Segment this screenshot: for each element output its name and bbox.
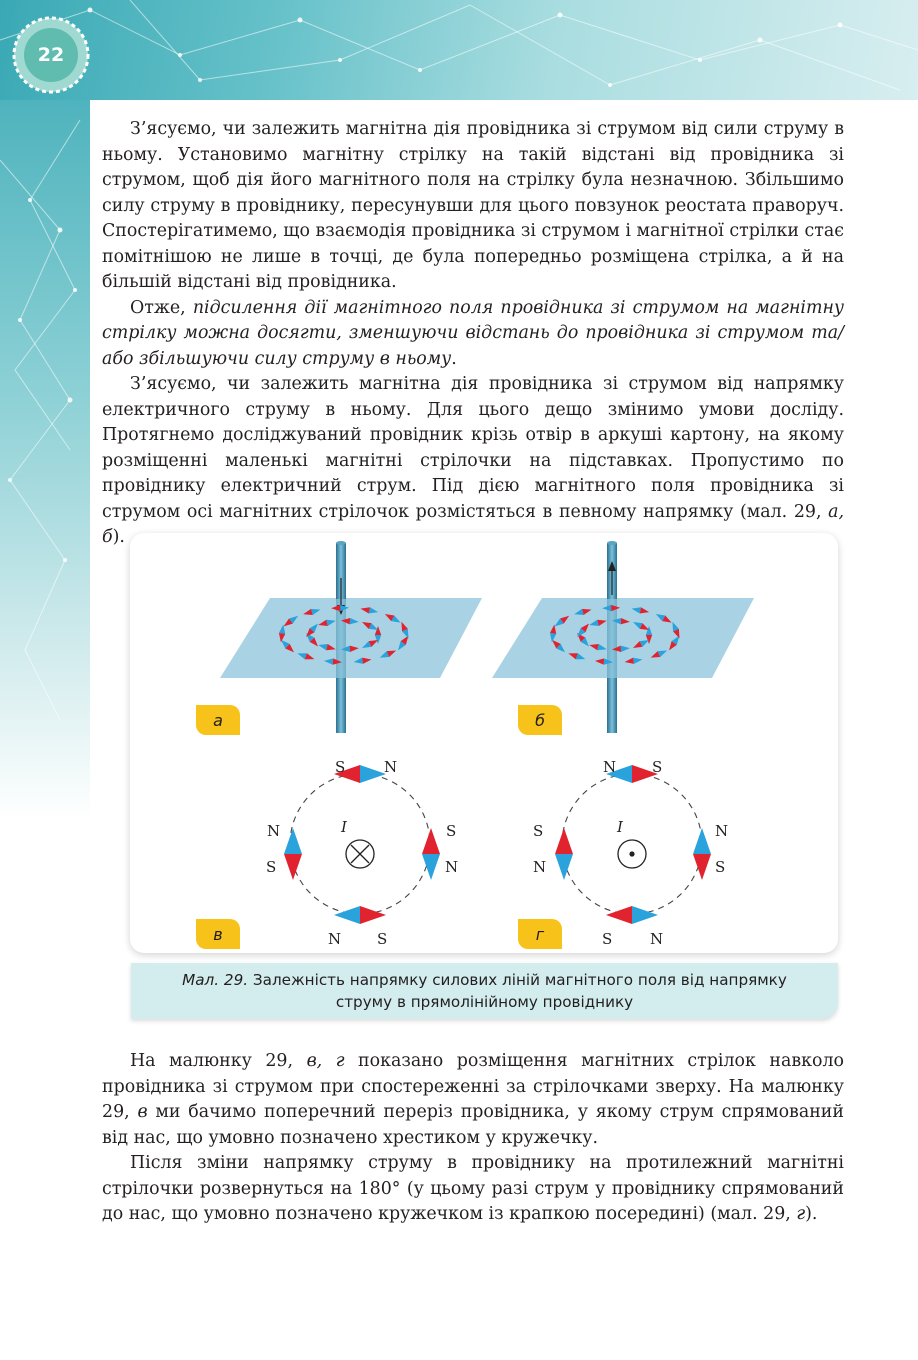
paragraph-5: Після зміни напрямку струму в провіднику на протилежний магнітні стрілочки розвернуться на 180° (у цьому разі струм у провіднику спрямований до нас, що умовно позначено кружечком із крапкою посередині) (мал. 29, г). — [102, 1153, 844, 1224]
current-label: I — [341, 818, 347, 836]
panel-v-diagram — [284, 765, 440, 924]
paragraph-1: З’ясуємо, чи залежить магнітна дія провідника зі струмом від сили струму в ньому. Установимо магнітну стрілку на такій відстані від провідника зі струмом, щоб дія його магнітного поля на стрілку була незначною. Збільшимо силу струму в провіднику, пересунувши для цього повзунок реостата праворуч. Спостерігатимемо, що взаємодія провідника зі струмом і магнітної стрілки стає помітнішою не лише в точці, де була попередньо розміщена стрілка, а й на більшій відстані від провідника. — [102, 119, 844, 292]
pole-label: N — [328, 930, 342, 948]
pole-label: N — [267, 822, 281, 840]
label-v: в — [196, 919, 240, 949]
figure-ref: в — [137, 1102, 148, 1122]
current-label: I — [617, 818, 623, 836]
pole-label: S — [602, 930, 613, 948]
paragraph-3: З’ясуємо, чи залежить магнітна дія провідника зі струмом від напрямку електричного струму в ньому. Для цього дещо змінимо умови досліду. Протягнемо досліджуваний провідник крізь отвір в аркуші картону, на якому розміщенні маленькі магнітні стрілочки на підставках. Пропустимо по провіднику електричний струм. Під дією магнітного поля провідника зі струмом осі магнітних стрілочок розмістяться в певному напрямку (мал. 29, а, б). — [102, 374, 844, 547]
pole-label: N — [715, 822, 729, 840]
pole-label: N — [650, 930, 664, 948]
conclusion-italic: підсилення дії магнітного поля провідника зі струмом на магнітну стрілку можна досягти, зменшуючи відстань до провідника зі струмом та/або збільшуючи силу струму в ньому — [102, 297, 844, 369]
pole-label: N — [445, 858, 459, 876]
page-number-badge — [11, 15, 91, 95]
pole-label: S — [446, 822, 457, 840]
pole-label: S — [335, 758, 346, 776]
caption-text: Залежність напрямку силових ліній магнітного поля від напрямку струму в прямолінійному провіднику — [252, 971, 787, 1011]
caption-label: Мал. 29. — [182, 971, 249, 989]
pole-label: S — [533, 822, 544, 840]
pole-label: N — [603, 758, 617, 776]
figure-illustration — [130, 533, 838, 953]
figure-ref: г — [796, 1204, 806, 1224]
panel-a-apparatus — [220, 541, 482, 733]
panel-g-diagram — [555, 765, 711, 924]
page-number: 22 — [37, 44, 65, 66]
pole-label: S — [715, 858, 726, 876]
figure-29 — [130, 533, 838, 953]
figure-caption — [131, 963, 838, 1019]
pole-label: N — [384, 758, 398, 776]
pole-label: N — [533, 858, 547, 876]
pole-label: S — [377, 930, 388, 948]
text-block-bottom — [102, 1049, 844, 1228]
figure-ref: а, б — [102, 501, 844, 547]
pole-label: S — [266, 858, 277, 876]
label-b: б — [518, 705, 562, 735]
label-a: а — [196, 705, 240, 735]
figure-ref: в, г — [306, 1051, 345, 1071]
paragraph-4: На малюнку 29, в, г показано розміщення магнітних стрілок навколо провідника зі струмом при спостереженні за стрілочками зверху. На малюнку 29, в ми бачимо поперечний переріз провідника, у якому струм спрямований від нас, що умовно позначено хрестиком у кружечку. — [102, 1051, 844, 1148]
pole-label: S — [652, 758, 663, 776]
text-block-top — [102, 117, 844, 551]
paragraph-2: Отже, підсилення дії магнітного поля провідника зі струмом на магнітну стрілку можна досягти, зменшуючи відстань до провідника зі струмом та/або збільшуючи силу струму в ньому. — [102, 297, 844, 369]
label-g: г — [518, 919, 562, 949]
